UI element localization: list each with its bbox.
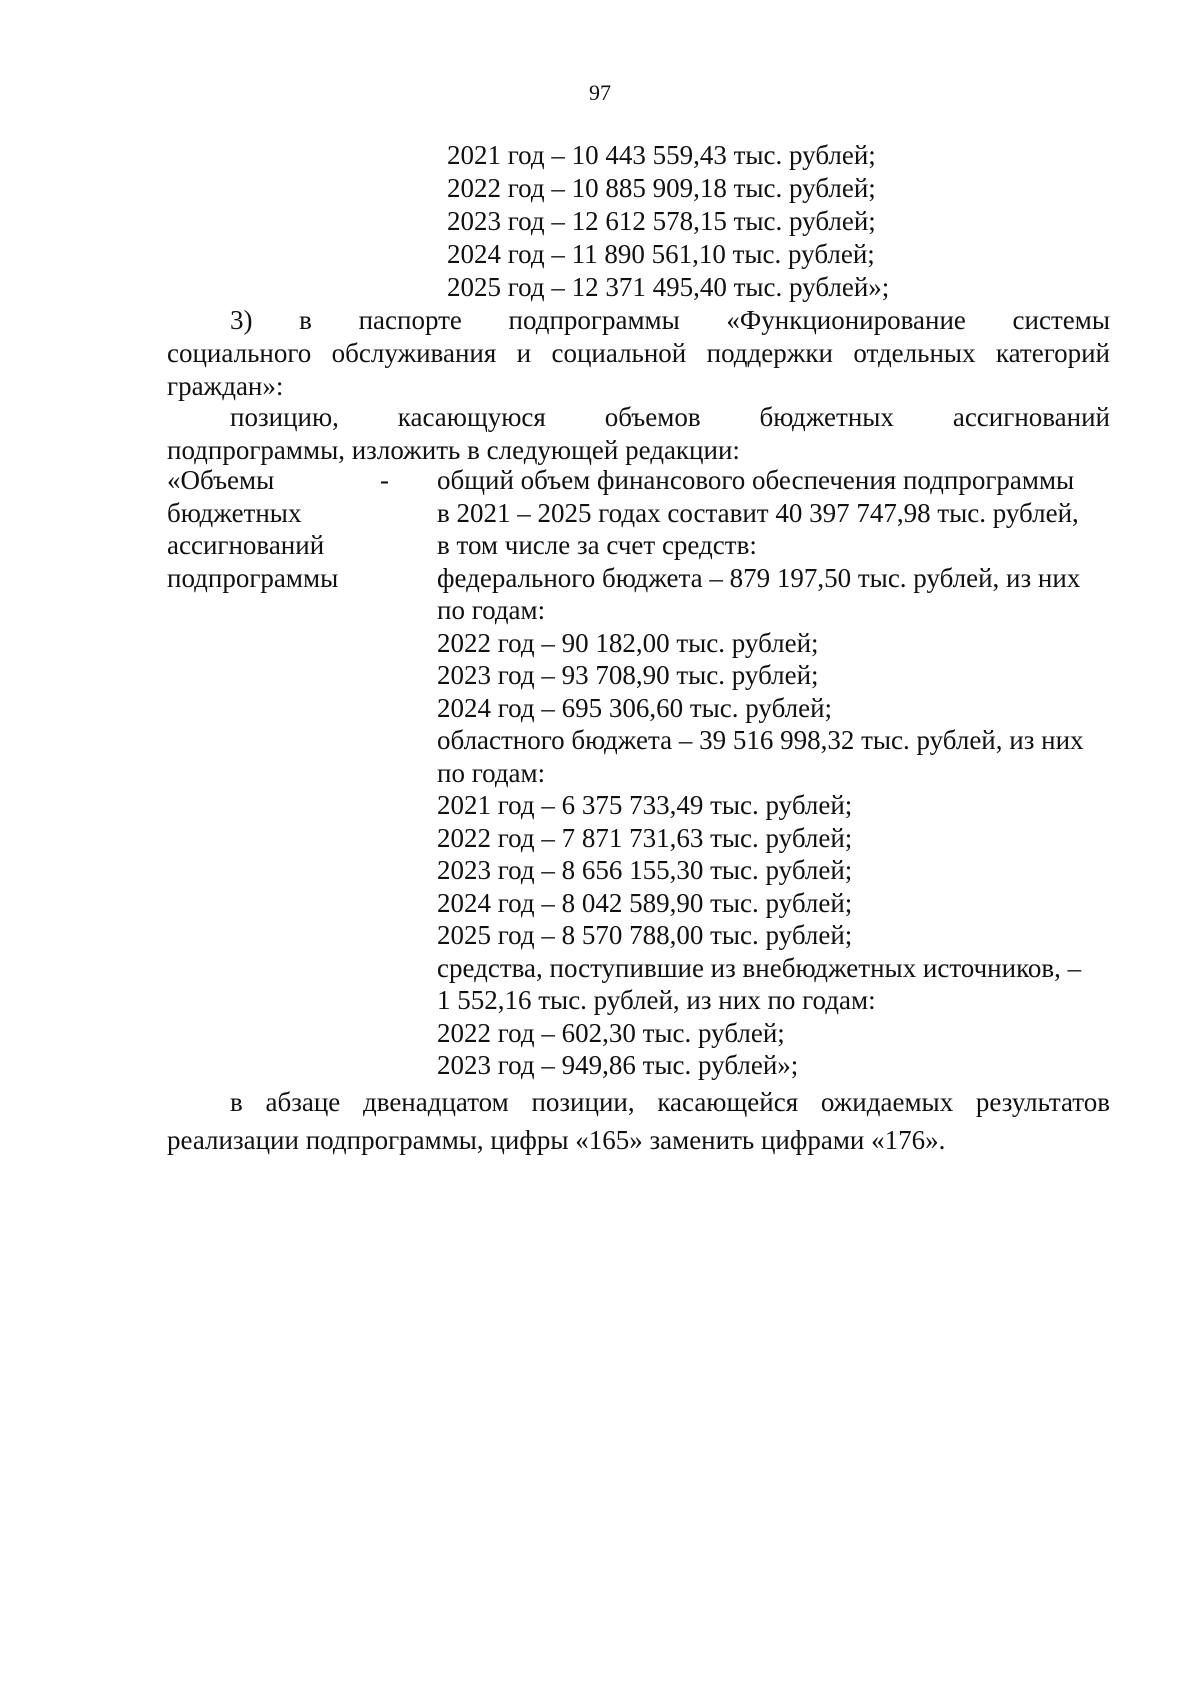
value-line: общий объем финансового обеспечения подпрограммы <box>437 465 1075 495</box>
label-line: бюджетных <box>167 497 302 528</box>
value-line: по годам: <box>437 595 546 625</box>
final-paragraph <box>167 1087 1110 1158</box>
dash-mark: - <box>380 465 389 495</box>
value-line: 2024 год – 695 306,60 тыс. рублей; <box>437 692 833 723</box>
value-line: 1 552,16 тыс. рублей, из них по годам: <box>437 985 876 1015</box>
paragraph-line: 3) в паспорте подпрограммы «Функционирование системы <box>230 305 1110 335</box>
passport-value <box>437 465 1110 1083</box>
intro-year-list <box>447 140 889 305</box>
label-line: «Объемы <box>167 465 275 495</box>
list-item: 2023 год – 12 612 578,15 тыс. рублей; <box>447 206 876 236</box>
value-line: 2022 год – 90 182,00 тыс. рублей; <box>437 627 819 658</box>
paragraph-line: граждан»: <box>167 371 284 401</box>
paragraph-line: реализации подпрограммы, цифры «165» заменить цифрами «176». <box>167 1125 946 1155</box>
value-line: федерального бюджета – 879 197,50 тыс. рублей, из них <box>437 562 1081 593</box>
list-item: 2022 год – 10 885 909,18 тыс. рублей; <box>447 173 876 203</box>
paragraph-line: позицию, касающуюся объемов бюджетных ассигнований <box>230 402 1110 432</box>
passport-label <box>167 465 397 595</box>
value-line: 2024 год – 8 042 589,90 тыс. рублей; <box>437 887 853 918</box>
paragraph-line: подпрограммы, изложить в следующей редакции: <box>167 435 740 465</box>
value-line: в 2021 – 2025 годах составит 40 397 747,98 тыс. рублей, <box>437 497 1079 528</box>
page-number: 97 <box>589 80 611 105</box>
list-item: 2024 год – 11 890 561,10 тыс. рублей; <box>447 239 875 269</box>
value-line: по годам: <box>437 757 546 788</box>
passport-dash <box>380 465 400 498</box>
value-line: областного бюджета – 39 516 998,32 тыс. рублей, из них <box>437 725 1084 755</box>
value-line: 2021 год – 6 375 733,49 тыс. рублей; <box>437 790 853 820</box>
value-line: 2023 год – 949,86 тыс. рублей»; <box>437 1050 799 1080</box>
list-item: 2021 год – 10 443 559,43 тыс. рублей; <box>447 140 876 170</box>
value-line: в том числе за счет средств: <box>437 530 757 560</box>
position-paragraph <box>167 402 1110 468</box>
label-line: подпрограммы <box>167 562 339 593</box>
paragraph-line: социального обслуживания и социальной поддержки отдельных категорий <box>167 338 1110 368</box>
value-line: 2025 год – 8 570 788,00 тыс. рублей; <box>437 920 853 950</box>
value-line: 2023 год – 8 656 155,30 тыс. рублей; <box>437 855 853 885</box>
value-line: 2023 год – 93 708,90 тыс. рублей; <box>437 660 819 690</box>
item-3-paragraph <box>167 305 1110 404</box>
paragraph-line: в абзаце двенадцатом позиции, касающейся ожидаемых результатов <box>230 1087 1110 1117</box>
label-line: ассигнований <box>167 530 325 560</box>
value-line: 2022 год – 602,30 тыс. рублей; <box>437 1017 785 1048</box>
value-line: средства, поступившие из внебюджетных источников, – <box>437 952 1082 983</box>
value-line: 2022 год – 7 871 731,63 тыс. рублей; <box>437 822 853 853</box>
list-item: 2025 год – 12 371 495,40 тыс. рублей»; <box>447 272 890 302</box>
